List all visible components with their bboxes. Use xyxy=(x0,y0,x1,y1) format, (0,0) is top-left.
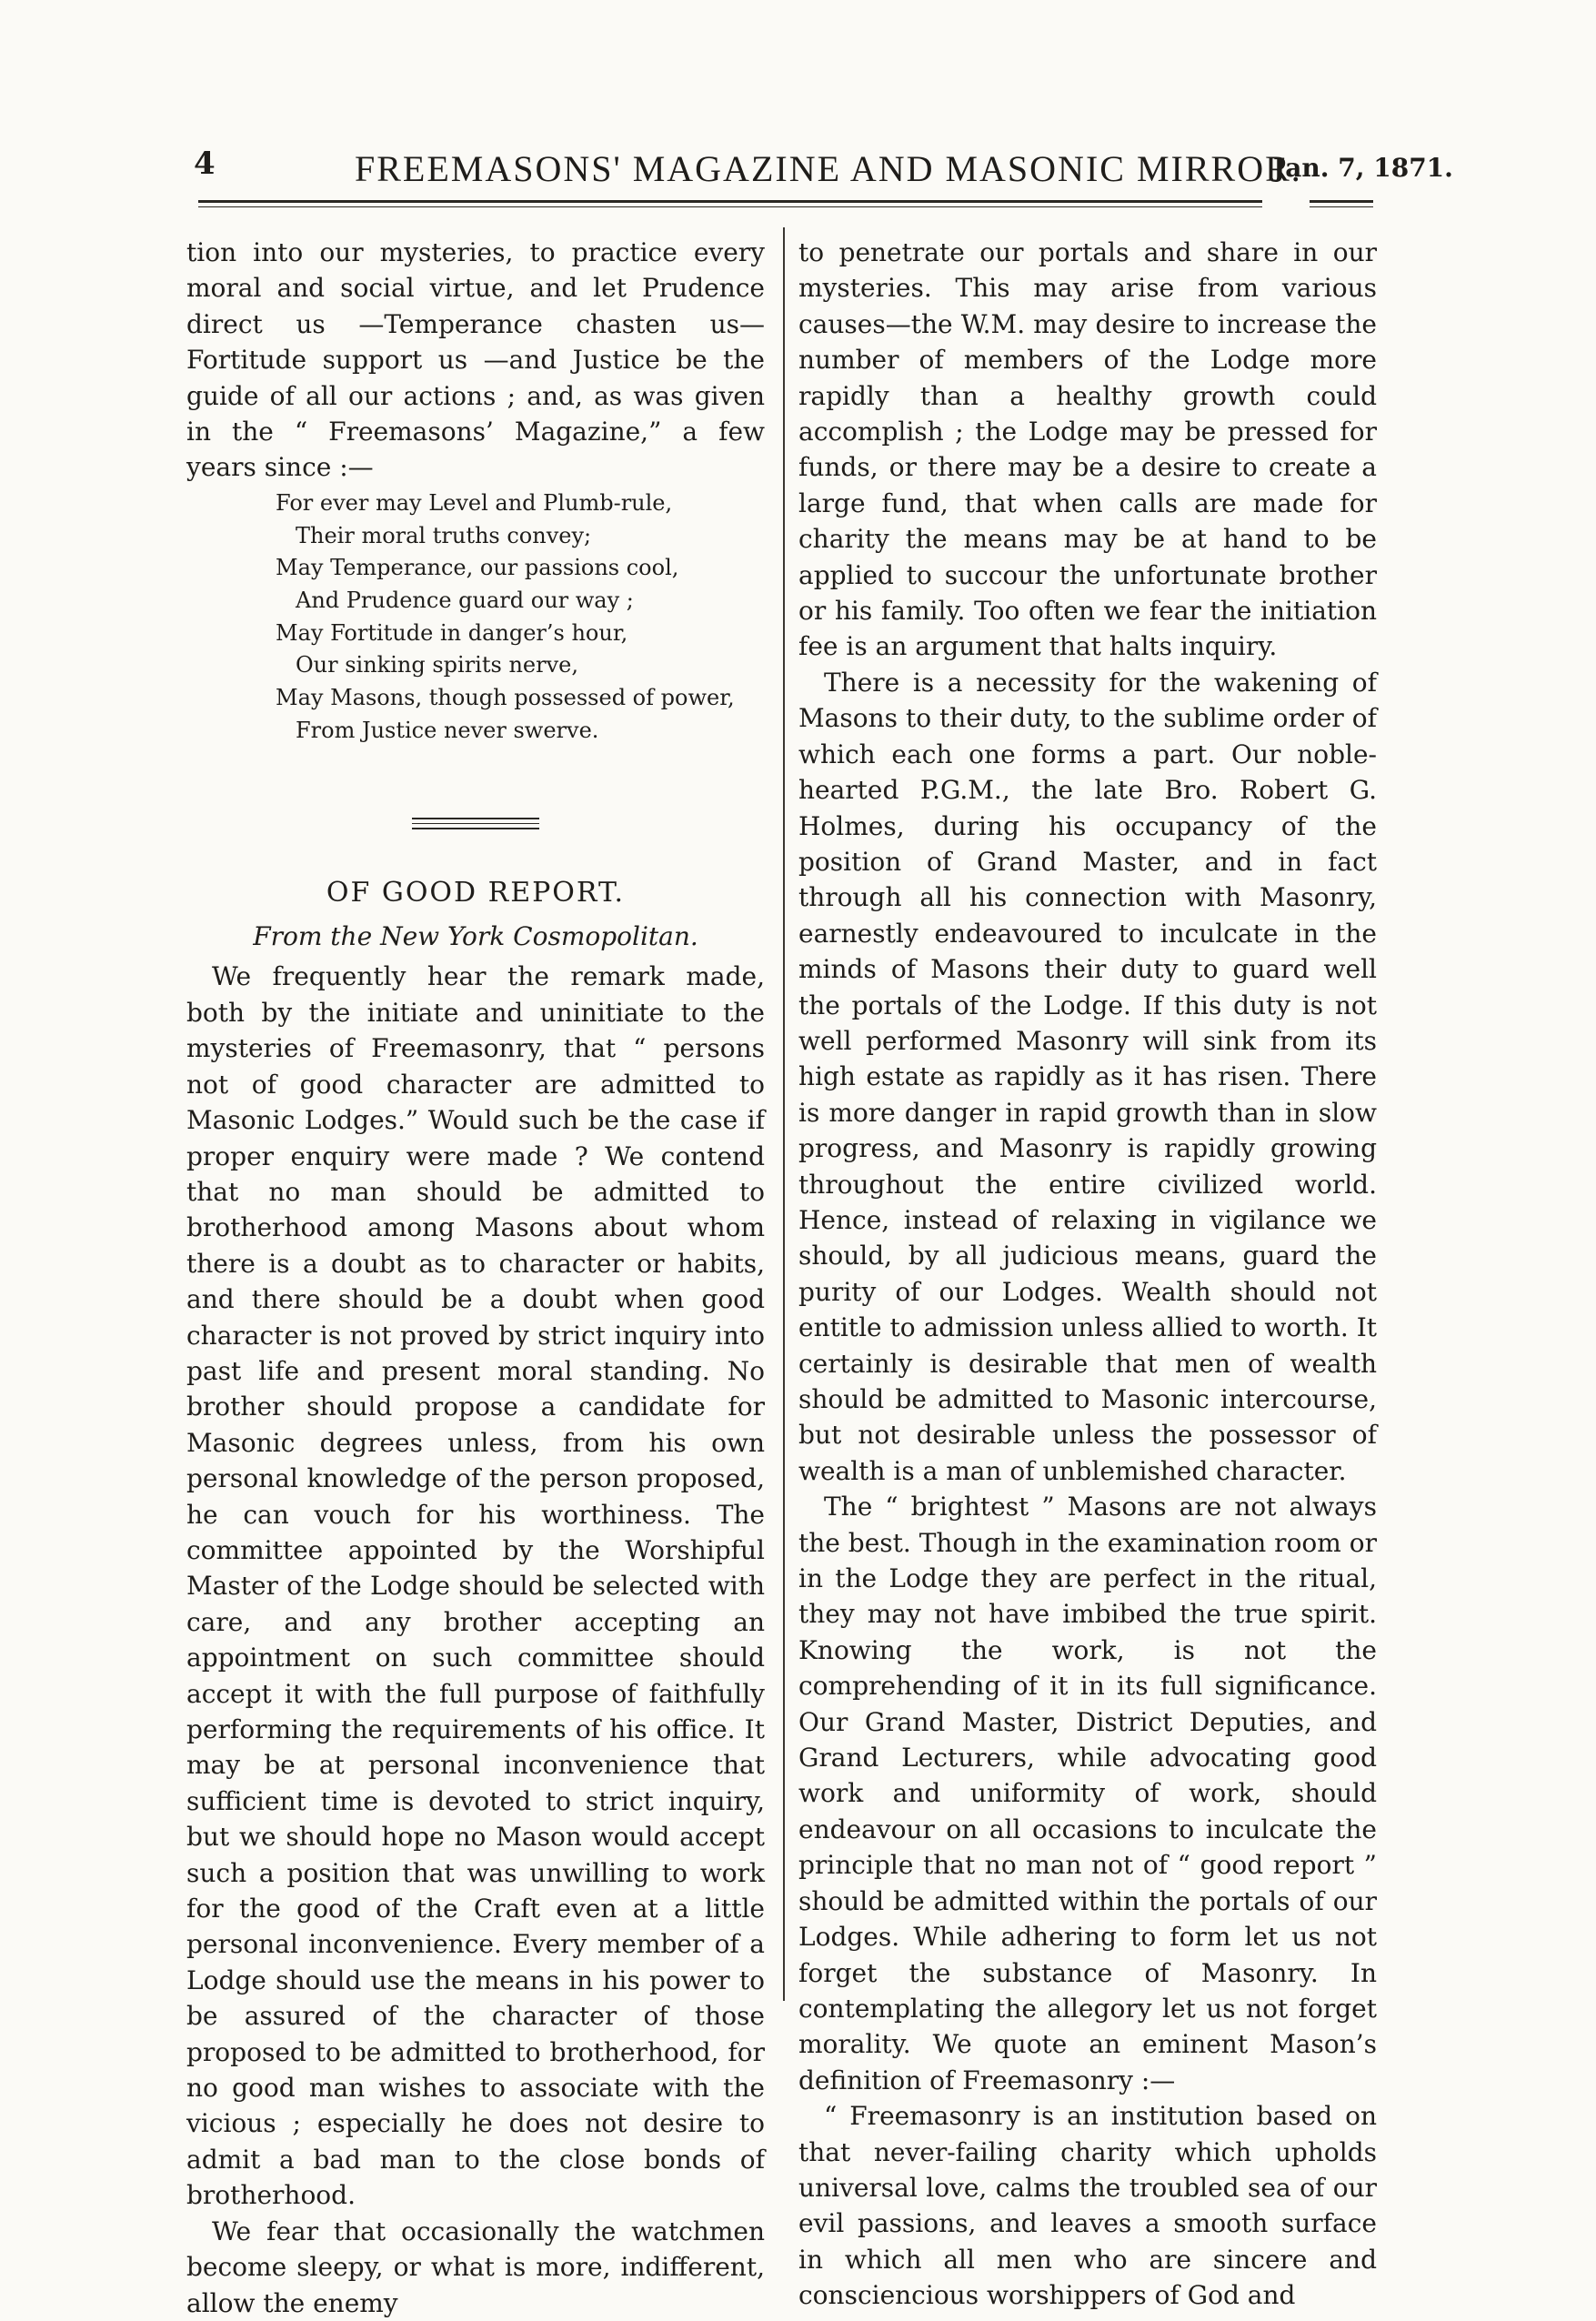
article-title: OF GOOD REPORT. xyxy=(326,877,626,909)
issue-date: Jan. 7, 1871. xyxy=(1273,153,1453,183)
page-number: 4 xyxy=(194,146,216,182)
verse-line: For ever may Level and Plumb-rule, xyxy=(276,489,673,516)
opening-paragraph: tion into our mysteries, to practice every moral and social virtue, and let Prudence direct us —Temperance chasten us—Fortitude support us —and Justice be the guide of all our actions ; and, as was given in the “ Freemasons’ Magazine,” a few years since :— xyxy=(186,237,765,483)
running-title: FREEMASONS' MAGAZINE AND MASONIC MIRROR. xyxy=(355,148,1302,189)
verse-line: May Masons, though possessed of power, xyxy=(276,685,735,711)
verse-line: Our sinking spirits nerve, xyxy=(296,652,578,678)
column-divider xyxy=(783,227,785,2001)
verse-line: From Justice never swerve. xyxy=(296,717,599,743)
article-source: From the New York Cosmopolitan. xyxy=(253,921,698,952)
verse-line: May Fortitude in danger’s hour, xyxy=(276,619,628,646)
header-rule xyxy=(198,200,1262,203)
header-rule xyxy=(198,206,1262,207)
verse xyxy=(276,487,765,748)
article-paragraph: We fear that occasionally the watchmen become sleepy, or what is more, indifferent, allow the enemy xyxy=(186,2216,765,2318)
article-paragraph: We frequently hear the remark made, both by the initiate and uninitiate to the mysteries of Freemasonry, that “ persons not of good character are admitted to Masonic Lodges.” Would such be the case if proper enquiry were made ? We contend that no man should be admitted to brotherhood among Masons about whom there is a doubt as to character or habits, and there should be a doubt when good character is not proved by strict inquiry into past life and present moral standing. No brother should propose a candidate for Masonic degrees unless, from his own personal knowledge of the person proposed, he can vouch for his worthiness. The committee appointed by the Worshipful Master of the Lodge should be selected with care, and any brother accepting an appointment on such committee should accept it with the full purpose of faithfully performing the requirements of his office. It may be at personal inconvenience that sufficient time is devoted to strict inquiry, but we should hope no Mason would accept such a position that was unwilling to work for the good of the Craft even at a little personal inconvenience. Every member of a Lodge should use the means in his power to be assured of the character of those proposed to be admitted to brotherhood, for no good man wishes to associate with the vicious ; especially he does not desire to admit a bad man to the close bonds of brotherhood. xyxy=(186,961,765,2211)
section-divider xyxy=(412,818,539,829)
left-column xyxy=(186,235,765,2321)
article-paragraph: The “ brightest ” Masons are not always the best. Though in the examination room or in the Lodge they are perfect in the ritual, they may not have imbibed the true spirit. Knowing the work, is not the comprehending of it in its full significance. Our Grand Master, District Deputies, and Grand Lecturers, while advocating good work and uniformity of work, should endeavour on all occasions to inculcate the principle that no man not of “ good report ” should be admitted within the portals of our Lodges. While adhering to form let us not forget the substance of Masonry. In contemplating the allegory let us not forget morality. We quote an eminent Mason’s definition of Freemasonry :— xyxy=(798,1492,1377,2095)
article-paragraph: to penetrate our portals and share in our mysteries. This may arise from various causes—the W.M. may desire to increase the number of members of the Lodge more rapidly than a healthy growth could accomplish ; the Lodge may be pressed for funds, or there may be a desire to create a large fund, that when calls are made for charity the means may be at hand to be applied to succour the unfortunate brother or his family. Too often we fear the initiation fee is an argument that halts inquiry. xyxy=(798,237,1377,662)
header-rule xyxy=(1310,200,1373,203)
verse-line: And Prudence guard our way ; xyxy=(296,587,634,613)
verse-line: Their moral truths convey; xyxy=(296,522,592,548)
verse-line: May Temperance, our passions cool, xyxy=(276,555,679,581)
right-column xyxy=(798,235,1377,2314)
article-paragraph: There is a necessity for the wakening of Masons to their duty, to the sublime order of which each one forms a part. Our noble-hearted P.G.M., the late Bro. Robert G. Holmes, during his occupancy of the position of Grand Master, and in fact through all his connection with Masonry, earnestly endeavoured to inculcate in the minds of Masons their duty to guard well the portals of the Lodge. If this duty is not well performed Masonry will sink from its high estate as rapidly as it has risen. There is more danger in rapid growth than in slow progress, and Masonry is rapidly growing throughout the entire civilized world. Hence, instead of relaxing in vigilance we should, by all judicious means, guard the purity of our Lodges. Wealth should not entitle to admission unless allied to worth. It certainly is desirable that men of wealth should be admitted to Masonic intercourse, but not desirable unless the possessor of wealth is a man of unblemished character. xyxy=(798,667,1377,1486)
running-head xyxy=(0,0,1596,209)
article-paragraph: “ Freemasonry is an institution based on that never-failing charity which upholds universal love, calms the troubled sea of our evil passions, and leaves a smooth surface in which all men who are sincere and consciencious worshippers of God and xyxy=(798,2101,1377,2311)
header-rule xyxy=(1310,206,1373,207)
